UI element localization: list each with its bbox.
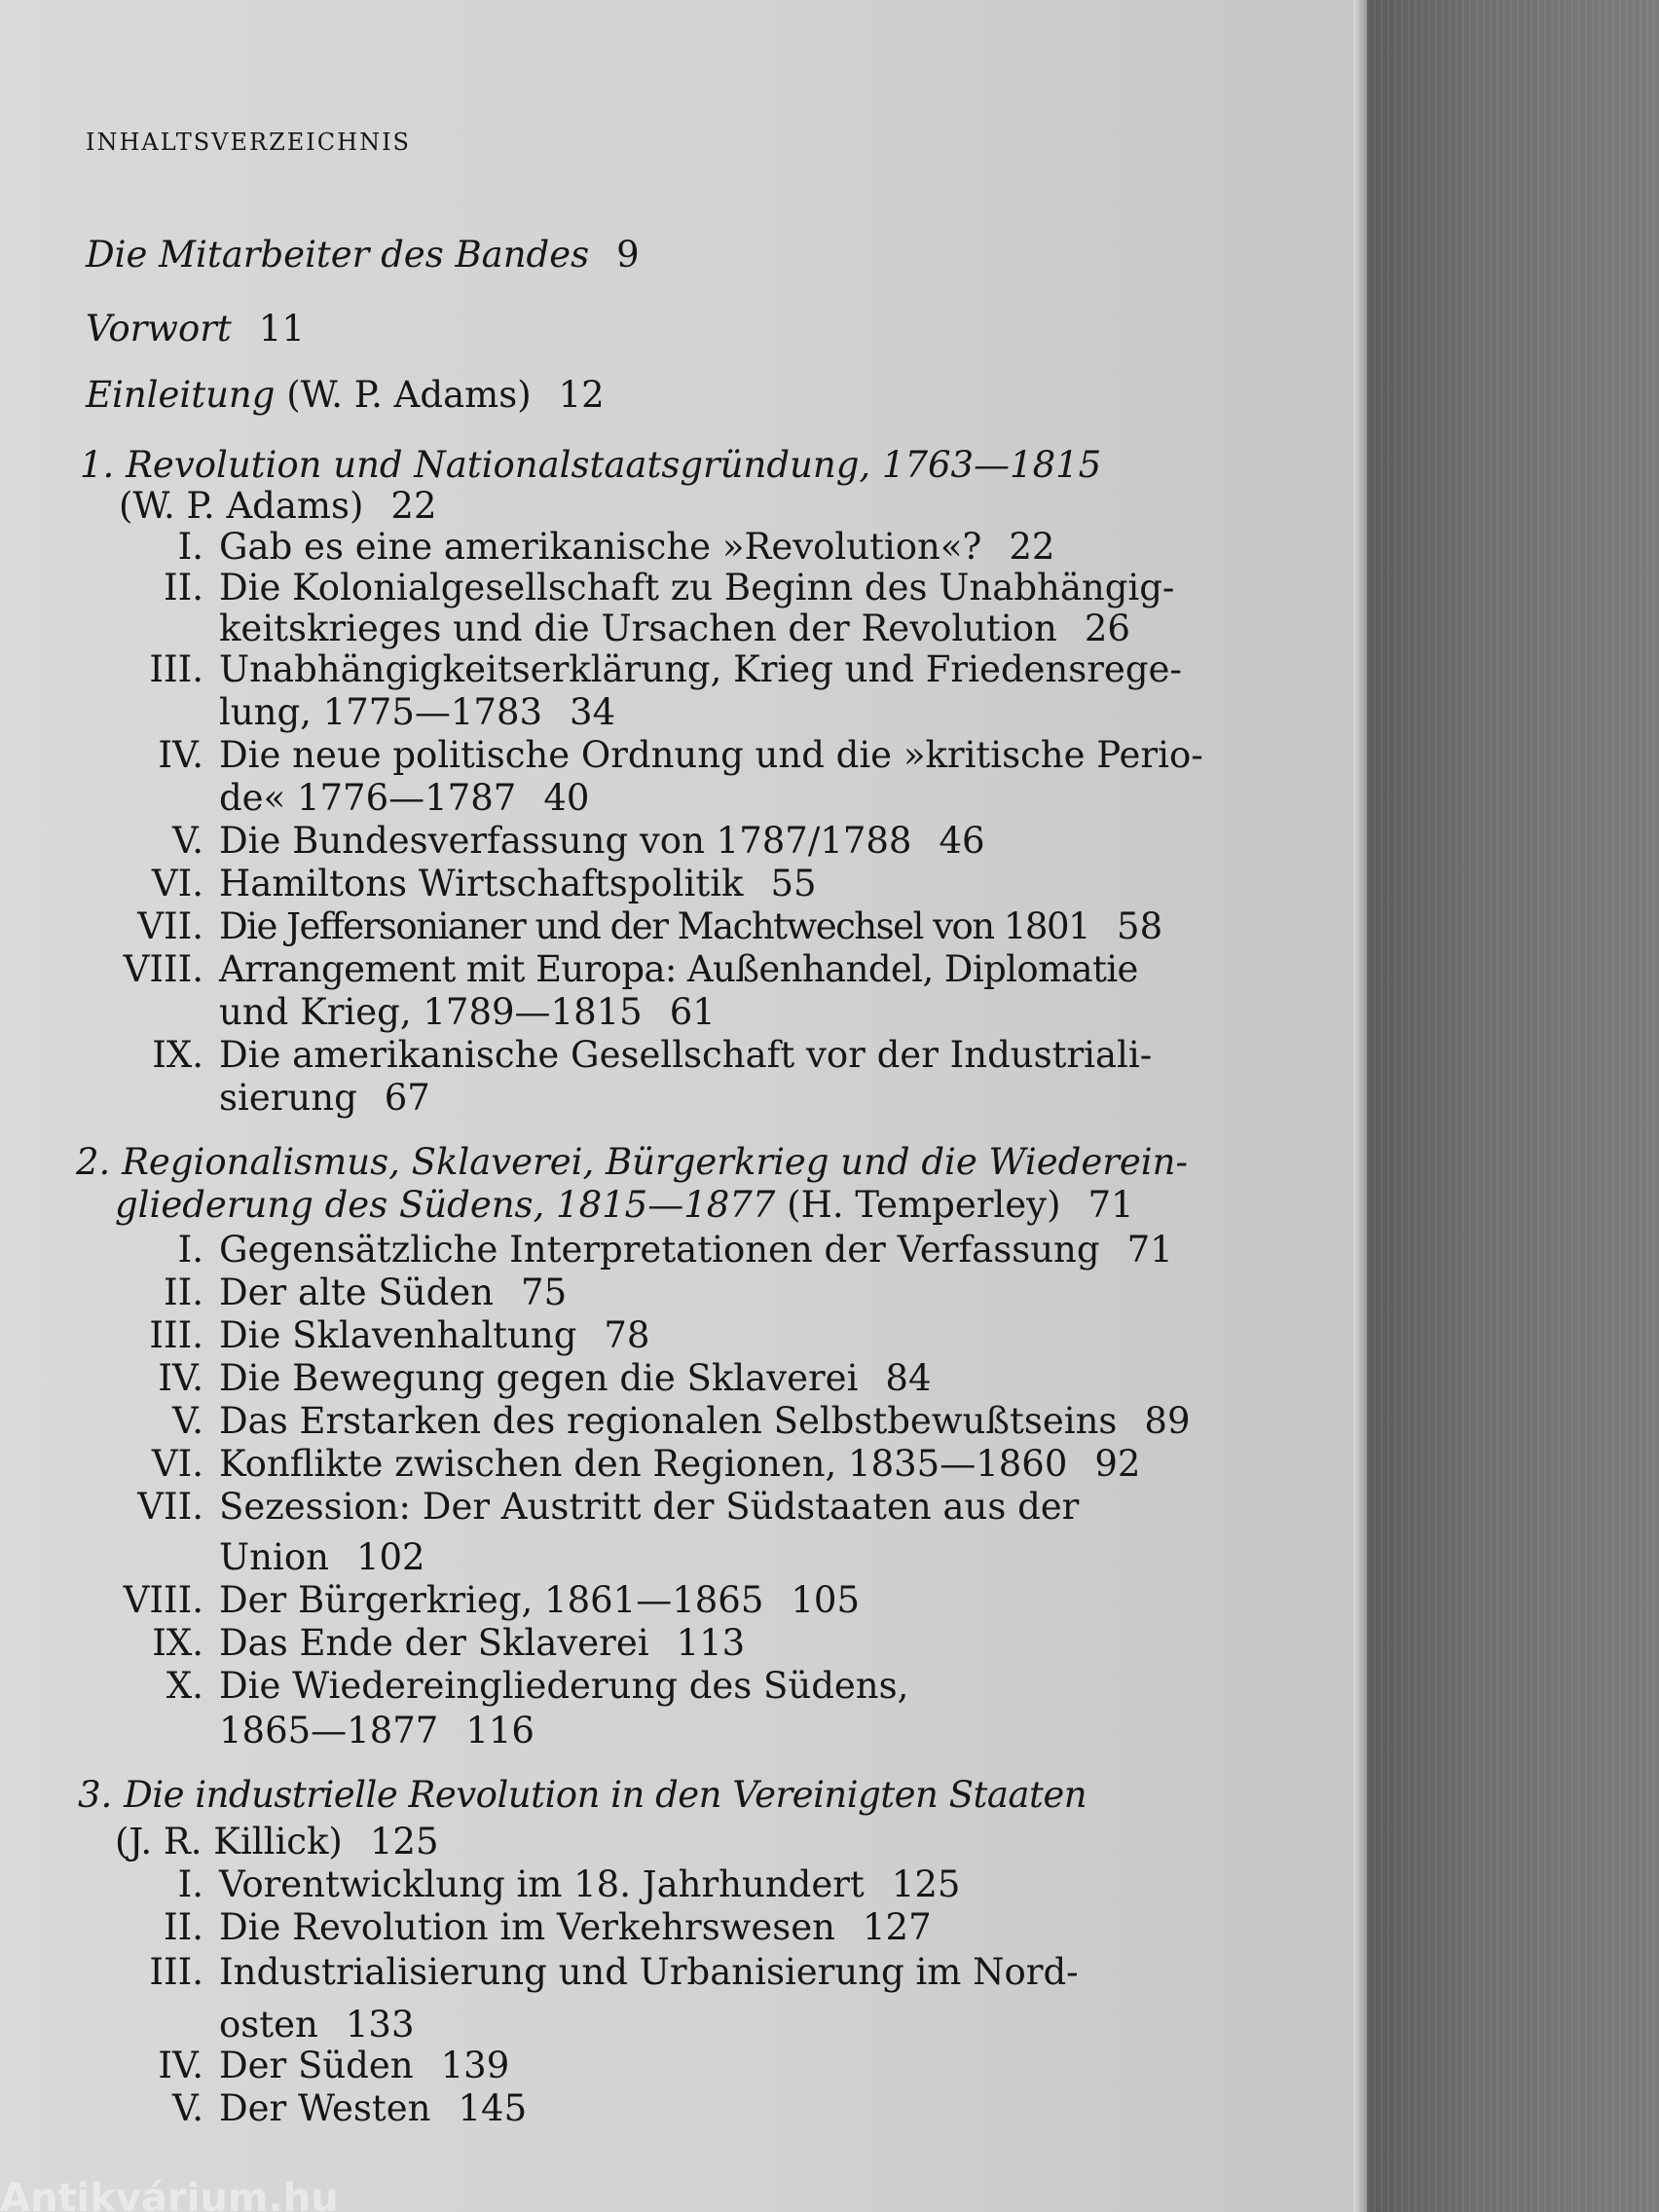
page-number: 145 (458, 2087, 528, 2129)
toc-section-continuation (219, 608, 1130, 650)
toc-section (82, 820, 985, 863)
page-number: 40 (543, 777, 590, 819)
roman-numeral: IV. (158, 2045, 203, 2086)
roman-numeral: IX. (152, 1622, 203, 1664)
page-number: 125 (369, 1821, 439, 1862)
toc-section (82, 1034, 1152, 1077)
roman-numeral: VIII. (123, 1579, 203, 1621)
roman-numeral: III. (149, 648, 203, 690)
watermark: Antikvárium.hu (0, 2179, 339, 2212)
toc-section (82, 948, 1138, 991)
page-rim (1353, 0, 1367, 2212)
entry-title: Die Mitarbeiter des Bandes (86, 234, 590, 276)
section-title-cont: 1865—1877 (219, 1710, 439, 1751)
chapter-title-text: Regionalismus, Sklaverei, Bürgerkrieg und die Wiederein- (122, 1141, 1188, 1183)
chapter-author: (W. P. Adams) (119, 485, 364, 527)
toc-entry-einleitung (86, 374, 605, 417)
chapter-title-text: Die industrielle Revolution in den Vereinigten Staaten (124, 1774, 1088, 1816)
section-title-cont: osten (219, 2004, 318, 2046)
roman-numeral: X. (166, 1665, 203, 1707)
section-title: Die Revolution im Verkehrswesen (219, 1906, 836, 1948)
page-number: 67 (384, 1077, 430, 1119)
toc-section (82, 567, 1174, 609)
page-number: 133 (345, 2004, 415, 2046)
page-number: 84 (885, 1357, 932, 1399)
entry-title: Vorwort (86, 308, 232, 350)
roman-numeral: I. (177, 526, 203, 568)
page-number: 78 (604, 1314, 650, 1356)
toc-section (82, 905, 1162, 948)
toc-section (82, 526, 1054, 569)
toc-section (82, 1486, 1079, 1529)
chapter-number: 3. (78, 1774, 113, 1816)
toc-section (82, 1272, 567, 1314)
chapter-author-line (119, 485, 437, 528)
roman-numeral: VI. (151, 863, 203, 904)
toc-section (82, 1314, 649, 1357)
section-title: Die Bewegung gegen die Sklaverei (219, 1357, 859, 1399)
chapter-number: 1. (80, 444, 115, 486)
toc-section (82, 1622, 745, 1665)
toc-section-continuation (219, 691, 615, 734)
roman-numeral: V. (171, 820, 203, 862)
section-title-cont: keitskrieges und die Ursachen der Revolution (219, 608, 1057, 649)
roman-numeral: V. (171, 2087, 203, 2129)
page-heading: INHALTSVERZEICHNIS (86, 129, 411, 156)
roman-numeral: VII. (137, 1486, 203, 1528)
roman-numeral: III. (149, 1951, 203, 1993)
chapter-title (76, 1141, 1188, 1184)
roman-numeral: II. (164, 1272, 203, 1313)
page-number: 12 (558, 374, 605, 416)
page-number: 116 (465, 1710, 535, 1751)
page-number: 75 (521, 1272, 568, 1313)
toc-section (82, 2045, 509, 2087)
section-title: Die Jeffersonianer und der Machtwechsel von 1801 (219, 905, 1090, 947)
chapter-title-cont: gliederung des Südens, 1815—1877 (115, 1184, 776, 1226)
toc-section-continuation (219, 777, 589, 820)
section-title: Die Wiedereingliederung des Südens, (219, 1665, 909, 1707)
section-title: Die Bundesverfassung von 1787/1788 (219, 820, 912, 862)
section-title: Der alte Süden (219, 1272, 495, 1313)
entry-author: (W. P. Adams) (286, 374, 532, 416)
toc-entry-mitarbeiter (86, 234, 640, 276)
toc-section-continuation (219, 1077, 430, 1120)
toc-section (82, 648, 1182, 691)
section-title: Gegensätzliche Interpretationen der Verfassung (219, 1229, 1100, 1271)
chapter-author: (H. Temperley) (787, 1184, 1061, 1226)
chapter-title-text: Revolution und Nationalstaatsgründung, 1763—1815 (126, 444, 1102, 486)
toc-section-continuation (219, 1710, 535, 1752)
section-title: Hamiltons Wirtschaftspolitik (219, 863, 744, 904)
roman-numeral: IV. (158, 734, 203, 776)
chapter-title (78, 1774, 1087, 1817)
page-number: 11 (258, 308, 305, 350)
section-title: Industrialisierung und Urbanisierung im Nord- (219, 1951, 1079, 1993)
section-title: Das Erstarken des regionalen Selbstbewußtseins (219, 1400, 1118, 1442)
page-number: 139 (440, 2045, 510, 2086)
toc-section (82, 1579, 860, 1622)
roman-numeral: I. (177, 1863, 203, 1905)
section-title: Gab es eine amerikanische »Revolution«? (219, 526, 982, 568)
chapter-author: (J. R. Killick) (115, 1821, 343, 1862)
roman-numeral: VII. (137, 905, 203, 947)
roman-numeral: VIII. (123, 948, 203, 990)
section-title: Unabhängigkeitserklärung, Krieg und Friedensrege- (219, 648, 1182, 690)
toc-section-continuation (219, 991, 716, 1034)
section-title: Die Sklavenhaltung (219, 1314, 577, 1356)
toc-section (82, 1400, 1191, 1443)
toc-section (82, 2087, 527, 2130)
toc-section (82, 863, 817, 905)
page-number: 34 (570, 691, 616, 733)
book-fore-edge (1353, 0, 1659, 2212)
toc-section (82, 1863, 960, 1906)
page-number: 58 (1117, 905, 1163, 947)
toc-section (82, 1951, 1079, 1994)
section-title: Der Westen (219, 2087, 431, 2129)
section-title: Sezession: Der Austritt der Südstaaten aus der (219, 1486, 1080, 1528)
roman-numeral: V. (171, 1400, 203, 1442)
page-number: 55 (770, 863, 817, 904)
toc-section (82, 1357, 932, 1400)
page-number: 9 (616, 234, 640, 276)
section-title: Konflikte zwischen den Regionen, 1835—1860 (219, 1443, 1068, 1485)
page-number: 71 (1088, 1184, 1134, 1226)
page-number: 61 (669, 991, 716, 1033)
roman-numeral: II. (164, 1906, 203, 1948)
page-number: 22 (1009, 526, 1055, 568)
section-title: Die amerikanische Gesellschaft vor der Industriali- (219, 1034, 1153, 1076)
toc-section (82, 1906, 932, 1949)
toc-section-continuation (219, 1536, 425, 1579)
toc-section (82, 1229, 1173, 1272)
chapter-title (80, 444, 1101, 487)
section-title: Arrangement mit Europa: Außenhandel, Diplomatie (219, 948, 1138, 990)
toc-section (82, 734, 1203, 777)
section-title-cont: Union (219, 1536, 329, 1578)
toc-section (82, 1443, 1140, 1486)
roman-numeral: II. (164, 567, 203, 608)
chapter-number: 2. (76, 1141, 111, 1183)
section-title-cont: und Krieg, 1789—1815 (219, 991, 643, 1033)
roman-numeral: I. (177, 1229, 203, 1271)
toc-entry-vorwort (86, 308, 305, 350)
entry-title: Einleitung (86, 374, 276, 416)
page-number: 46 (939, 820, 985, 862)
page-number: 127 (863, 1906, 932, 1948)
roman-numeral: III. (149, 1314, 203, 1356)
section-title: Der Süden (219, 2045, 414, 2086)
page-number: 22 (390, 485, 437, 527)
section-title: Der Bürgerkrieg, 1861—1865 (219, 1579, 764, 1621)
page-number: 125 (891, 1863, 961, 1905)
section-title-cont: sierung (219, 1077, 357, 1119)
page-number: 71 (1126, 1229, 1173, 1271)
chapter-title-continuation (115, 1184, 1134, 1227)
page-number: 113 (676, 1622, 746, 1664)
toc-section (82, 1665, 908, 1708)
section-title-cont: de« 1776—1787 (219, 777, 517, 819)
page-number: 105 (791, 1579, 860, 1621)
section-title: Das Ende der Sklaverei (219, 1622, 649, 1664)
section-title: Vorentwicklung im 18. Jahrhundert (219, 1863, 865, 1905)
section-title: Die Kolonialgesellschaft zu Beginn des Unabhängig- (219, 567, 1175, 608)
section-title: Die neue politische Ordnung und die »kritische Perio- (219, 734, 1203, 776)
roman-numeral: IX. (152, 1034, 203, 1076)
toc-section-continuation (219, 2004, 414, 2046)
page-number: 92 (1094, 1443, 1141, 1485)
page-number: 26 (1084, 608, 1130, 649)
page-number: 89 (1144, 1400, 1191, 1442)
page-number: 102 (355, 1536, 425, 1578)
section-title-cont: lung, 1775—1783 (219, 691, 543, 733)
roman-numeral: VI. (151, 1443, 203, 1485)
roman-numeral: IV. (158, 1357, 203, 1399)
chapter-author-line (115, 1821, 438, 1863)
